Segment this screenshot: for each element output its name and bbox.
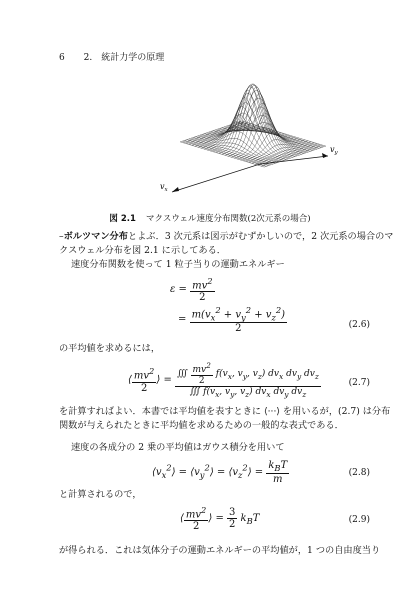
axis-y-label: $v_y$ (330, 145, 338, 156)
vy-arrowhead (322, 153, 328, 158)
equation-2-8: $⟨v_x^2⟩$ = $⟨v_y^2⟩$ = $⟨v_z^2⟩$ = $\frac{k_BT}{m}$ (152, 460, 288, 485)
axis-x-label: $v_x$ (160, 182, 168, 193)
mesh-line (209, 87, 293, 157)
equation-number-2-9: (2.9) (348, 515, 370, 525)
caption-text: マクスウェル速度分布関数(2次元系の場合) (145, 214, 311, 224)
paragraph-2: 速度分布関数を使って 1 粒子当りの運動エネルギー (71, 259, 285, 270)
equation-2-9: ⟨ $\frac{mv^2}{2}$ ⟩ = $\frac{3}{2}$ $k_BT$ (180, 505, 260, 533)
term-boltzmann: ボルツマン分布 (63, 231, 128, 242)
page-number: 6 (59, 53, 65, 63)
equation-2-7: ⟨ $\frac{mv^2}{2}$ ⟩ = ∭ $\frac{mv^2}{2}$ $f(v_x$, $v_y$, $v_z$) $dv_x$ $dv_y$ $dv_z$ ∭ $f(v_x$, $v_y$, $v_z$) $dv_x$ $dv_y$ $dv_z$ (128, 361, 319, 399)
mesh-line (180, 142, 264, 167)
surface-mesh (180, 84, 326, 167)
paragraph-7: が得られる．これは気体分子の運動エネルギーの平均値が，1 つの自由度当り (59, 545, 381, 556)
chapter-title: 2. 統計力学の原理 (83, 53, 165, 63)
paragraph-1: –ボルツマン分布とよぶ．3 次元系は図示がむずかしいので，2 次元系の場合のマクスウェル分布を図 2.1 に示してある． (59, 231, 394, 256)
equation-2-6b: = $\frac{m(v_x^2 + v_y^2 + v_z^2)}{2}$ (178, 305, 286, 335)
caption-number: 図 2.1 (109, 214, 136, 224)
equation-number-2-8: (2.8) (348, 468, 370, 478)
equation-number-2-7: (2.7) (348, 378, 370, 388)
mesh-line (222, 115, 306, 152)
vx-arrowhead (172, 187, 179, 192)
paragraph-6: と計算されるので， (59, 489, 142, 500)
equation-2-6a: ε = $\frac{mv^2}{2}$ (170, 276, 213, 304)
paragraph-4: を計算すればよい．本書では平均値を表すときに ⟨···⟩ を用いるが，(2.7) は分布関数が与えられたときに平均値を求めるための一般的な表式である． (59, 406, 391, 431)
mesh-line (193, 137, 277, 162)
paragraph-3: の平均値を求めるには， (59, 343, 161, 354)
vx-axis-line (172, 164, 260, 192)
mesh-line (187, 140, 271, 165)
maxwell-distribution-plot (130, 76, 360, 201)
mesh-line (196, 137, 280, 162)
mesh-line (222, 84, 284, 154)
equation-number-2-6: (2.6) (348, 320, 370, 330)
page-header (59, 50, 164, 63)
figure-caption (0, 212, 420, 224)
mesh-line (186, 123, 248, 144)
paragraph-5: 速度の各成分の 2 乗の平均値はガウス積分を用いて (71, 442, 285, 453)
mesh-line (252, 143, 314, 164)
